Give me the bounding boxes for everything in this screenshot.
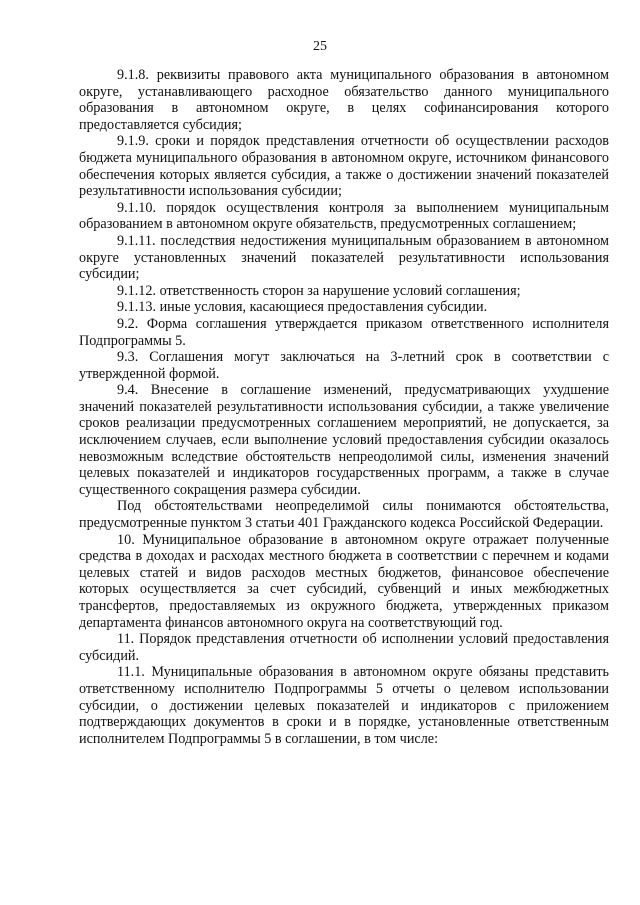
paragraph-9-2: 9.2. Форма соглашения утверждается приказом ответственного исполнителя Подпрограммы 5. — [79, 315, 609, 349]
paragraph-9-1-8: 9.1.8. реквизиты правового акта муниципального образования в автономном округе, устанавливающего расходное обязательство данного муниципального образования в автономном округе, в целях софинансирования которого предоставляется субсидия; — [79, 67, 609, 133]
paragraph-11-1: 11.1. Муниципальные образования в автономном округе обязаны представить ответственному исполнителю Подпрограммы 5 отчеты о целевом использовании субсидии, о достижении целевых показателей и индикаторов с приложением подтверждающих документов в сроки и в порядке, установленные ответственным исполнителем Подпрограммы 5 в соглашении, в том числе: — [79, 664, 609, 747]
paragraph-force-majeure: Под обстоятельствами неопределимой силы понимаются обстоятельства, предусмотренные пунктом 3 статьи 401 Гражданского кодекса Российской Федерации. — [79, 498, 609, 532]
paragraph-9-1-9: 9.1.9. сроки и порядок представления отчетности об осуществлении расходов бюджета муниципального образования в автономном округе, источником финансового обеспечения которых является субсидия, а также о достижении значений показателей результативности использования субсидии; — [79, 133, 609, 200]
paragraph-11: 11. Порядок представления отчетности об исполнении условий предоставления субсидий. — [79, 631, 609, 664]
paragraph-9-1-12: 9.1.12. ответственность сторон за нарушение условий соглашения; — [117, 282, 521, 299]
paragraph-10: 10. Муниципальное образование в автономном округе отражает полученные средства в доходах и расходах местного бюджета в соответствии с перечнем и кодами целевых статей и видов расходов местных бюджетов, финансовое обеспечение которых осуществляется за счет субсидий, субвенций и иных межбюджетных трансфертов, предоставляемых из окружного бюджета, утвержденных приказом департамента финансов автономного округа на соответствующий год. — [79, 531, 609, 631]
paragraph-9-1-11: 9.1.11. последствия недостижения муниципальным образованием в автономном округе установленных значений показателей результативности использования субсидии; — [79, 232, 609, 283]
document-body — [79, 67, 609, 747]
page-number: 25 — [313, 39, 327, 54]
paragraph-9-3: 9.3. Соглашения могут заключаться на 3-летний срок в соответствии с утвержденной формой. — [79, 349, 609, 382]
paragraph-9-1-10: 9.1.10. порядок осуществления контроля за выполнением муниципальным образованием в автономном округе обязательств, предусмотренных соглашением; — [79, 199, 609, 233]
paragraph-9-1-13: 9.1.13. иные условия, касающиеся предоставления субсидии. — [117, 299, 488, 316]
paragraph-9-4: 9.4. Внесение в соглашение изменений, предусматривающих ухудшение значений показателей результативности использования субсидии, а также увеличение сроков реализации предусмотренных соглашением мероприятий, не допускается, за исключением случаев, если выполнение условий предоставления субсидии оказалось невозможным вследствие обстоятельств непреодолимой силы, изменения значений целевых показателей и индикаторов государственных программ, а также в случае существенного сокращения размера субсидии. — [79, 382, 609, 498]
